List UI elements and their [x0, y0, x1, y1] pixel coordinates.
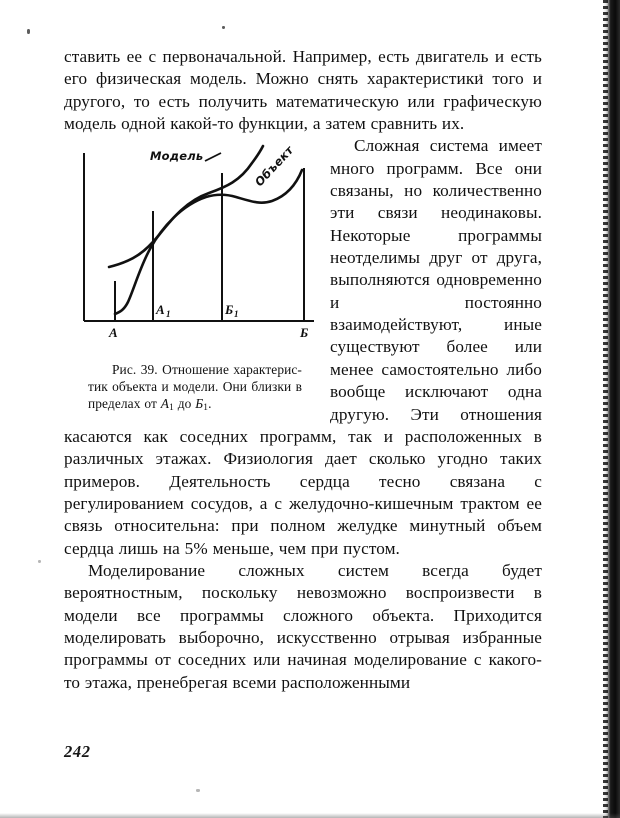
- page-text-column: [64, 46, 542, 694]
- chart-leader-line-model: [205, 153, 221, 161]
- paragraph-continued: ставить ее с первоначальной. Например, есть двигатель и есть его физическая модель. Можно снять характеристики того и другого, то есть получить математическую или графическую модель одной какой-то функции, а затем сравнить их.: [64, 47, 542, 134]
- scan-speck: [222, 26, 225, 29]
- figure-caption-symbol-a1-subscript: 1: [169, 403, 174, 414]
- chart-xlabel-b: Б: [300, 325, 309, 341]
- scan-speck: [196, 789, 200, 792]
- scan-speck: [38, 560, 41, 563]
- figure-caption-line-3-text-a: близки в пределах от: [88, 378, 302, 411]
- figure-caption-line-3-text-b: до: [173, 395, 196, 411]
- figure-caption-symbol-b1-subscript: 1: [203, 403, 209, 414]
- chart-xlabel-a: А: [109, 325, 118, 341]
- scan-edge-bottom: [0, 813, 620, 818]
- scan-gutter-right: [603, 0, 620, 818]
- figure-caption-line-3-text-c: .: [208, 395, 212, 411]
- figure-39: [64, 139, 316, 414]
- paragraph-complex-system-text: Сложная система имеет много программ. Все они связаны, но количественно эти связи неодинаковы. Некоторые программы неотделимы друг от друга, выполняются одновременно и постоянно взаимодействуют, иные существуют более или менее самостоятельно либо вообще исключают одна другую. Эти отношения касаются как соседних программ, так и расположенных в различных этажах. Физиология дает сколько угодно таких примеров. Деятельность сердца тесно связана с регулированием сосудов, а с желудочно-кишечным трактом ее связь относительна: при полном желудке минутный объем сердца лишь на 5% меньше, чем при пустом.: [64, 136, 542, 558]
- chart-label-model: Модель: [150, 149, 204, 164]
- paragraph-modeling: Моделирование сложных систем всегда будет вероятностным, поскольку невозможно воспроизвести в модели все программы сложного объекта. Приходится моделировать выборочно, искусственно отрывая избранные программы от соседних или начиная моделирование с какого-то этажа, пренебрегая всеми расположенными: [64, 560, 542, 692]
- chart-curve-object: [115, 170, 302, 314]
- figure-39-caption: [88, 362, 302, 414]
- chart-xlabel-b1-subscript: 1: [234, 309, 239, 320]
- figure-caption-line-2: тик объекта и модели. Они: [88, 378, 248, 394]
- page-number: 242: [64, 742, 91, 761]
- paragraph-complex-system: [64, 135, 542, 560]
- chart-xlabel-a1: А: [156, 302, 165, 318]
- scan-speck: [27, 29, 30, 34]
- chart-xlabel-b1: Б: [225, 302, 234, 318]
- figure-39-canvas: [64, 139, 316, 354]
- chart-xlabel-a1-subscript: 1: [166, 309, 171, 320]
- figure-caption-symbol-a1: A: [160, 395, 170, 411]
- figure-caption-line-1: Рис. 39. Отношение характерис-: [112, 362, 302, 378]
- figure-caption-symbol-b1: Б: [195, 395, 204, 411]
- figure-39-drawing: [64, 139, 316, 354]
- chart-label-object: Объект: [251, 143, 297, 190]
